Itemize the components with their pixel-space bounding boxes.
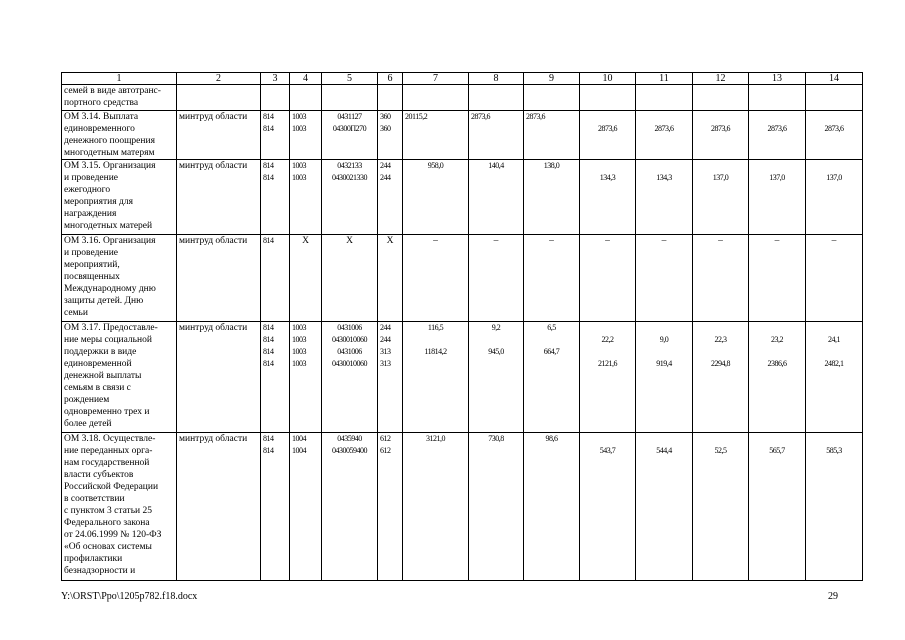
value-cell: 98,6 — [524, 433, 580, 581]
value-cell: – — [636, 235, 693, 322]
table-row — [62, 433, 863, 581]
measure-name: ОМ 3.16. Организация и проведение мероприятий, посвященных Международному дню защиты детей. Дню семьи — [62, 235, 177, 322]
value-cell: – — [806, 235, 863, 322]
measure-name: семей в виде автотранс- портного средства — [62, 85, 177, 111]
value-total: 20115,2 — [403, 111, 469, 160]
target-code: 0432133 0430021330 — [322, 160, 378, 235]
value-cell: 730,8 — [469, 433, 524, 581]
value-cell: 2873,6 — [580, 111, 636, 160]
value-cell: 2873,6 — [749, 111, 806, 160]
value-cell: 6,5 664,7 — [524, 322, 580, 433]
page-number: 29 — [828, 591, 838, 602]
value-cell: – — [524, 235, 580, 322]
value-cell: 134,3 — [636, 160, 693, 235]
executor: минтруд области — [177, 111, 261, 160]
budget-table — [61, 72, 863, 581]
table-row — [62, 235, 863, 322]
measure-name: ОМ 3.15. Организация и проведение ежегодного мероприятия для награждения многодетных матерей — [62, 160, 177, 235]
header-cell: 4 — [290, 73, 322, 85]
value-cell: 2873,6 — [524, 111, 580, 160]
section-code: X — [290, 235, 322, 322]
value-cell: 137,0 — [749, 160, 806, 235]
value-cell: 2873,6 — [693, 111, 749, 160]
grbs-code: 814 814 814 814 — [261, 322, 290, 433]
value-cell: 24,1 2482,1 — [806, 322, 863, 433]
table-row — [62, 85, 863, 111]
header-cell: 13 — [749, 73, 806, 85]
value-cell: 22,3 2294,8 — [693, 322, 749, 433]
header-cell: 2 — [177, 73, 261, 85]
measure-name: ОМ 3.14. Выплата единовременного денежного поощрения многодетным матерям — [62, 111, 177, 160]
value-cell: 134,3 — [580, 160, 636, 235]
value-cell: 137,0 — [693, 160, 749, 235]
section-code: 1003 1003 — [290, 111, 322, 160]
value-cell: 544,4 — [636, 433, 693, 581]
expense-type-code: 612 612 — [378, 433, 403, 581]
value-cell: 22,2 2121,6 — [580, 322, 636, 433]
value-cell: 585,3 — [806, 433, 863, 581]
value-cell: 2873,6 — [636, 111, 693, 160]
table-row — [62, 322, 863, 433]
header-cell: 3 — [261, 73, 290, 85]
grbs-code: 814 814 — [261, 433, 290, 581]
section-code: 1004 1004 — [290, 433, 322, 581]
executor: минтруд области — [177, 433, 261, 581]
header-row — [62, 73, 863, 85]
value-cell: 2873,6 — [469, 111, 524, 160]
expense-type-code: 360 360 — [378, 111, 403, 160]
value-total: 3121,0 — [403, 433, 469, 581]
expense-type-code: X — [378, 235, 403, 322]
target-code: 0431127 04300П270 — [322, 111, 378, 160]
file-path: Y:\ORST\Ppo\1205p782.f18.docx — [61, 591, 198, 602]
executor: минтруд области — [177, 322, 261, 433]
measure-name: ОМ 3.17. Предоставле- ние меры социальной поддержки в виде единовременной денежной выплаты семьям в связи с рождением одновременно трех и более детей — [62, 322, 177, 433]
value-cell: 9,2 945,0 — [469, 322, 524, 433]
header-cell: 11 — [636, 73, 693, 85]
value-cell: – — [749, 235, 806, 322]
value-cell: 23,2 2386,6 — [749, 322, 806, 433]
header-cell: 8 — [469, 73, 524, 85]
value-total: 958,0 — [403, 160, 469, 235]
value-cell: 137,0 — [806, 160, 863, 235]
value-cell: 138,0 — [524, 160, 580, 235]
expense-type-code: 244 244 — [378, 160, 403, 235]
header-cell: 12 — [693, 73, 749, 85]
table-row — [62, 111, 863, 160]
target-code: 0435940 0430059400 — [322, 433, 378, 581]
value-cell: – — [580, 235, 636, 322]
header-cell: 14 — [806, 73, 863, 85]
value-total: – — [403, 235, 469, 322]
value-cell: – — [693, 235, 749, 322]
grbs-code: 814 814 — [261, 160, 290, 235]
target-code: 0431006 0430010060 0431006 0430010060 — [322, 322, 378, 433]
executor: минтруд области — [177, 235, 261, 322]
grbs-code: 814 — [261, 235, 290, 322]
header-cell: 5 — [322, 73, 378, 85]
value-cell: 543,7 — [580, 433, 636, 581]
section-code: 1003 1003 1003 1003 — [290, 322, 322, 433]
header-cell: 10 — [580, 73, 636, 85]
value-cell: – — [469, 235, 524, 322]
value-cell: 565,7 — [749, 433, 806, 581]
value-cell: 52,5 — [693, 433, 749, 581]
section-code: 1003 1003 — [290, 160, 322, 235]
measure-name: ОМ 3.18. Осуществле- ние переданных орга- нам государственной власти субъектов Российской Федерации в соответствии с пунктом 3 статьи 25 Федерального закона от 24.06.1999 № 120-ФЗ «Об основах системы профилактики безнадзорности и — [62, 433, 177, 581]
expense-type-code: 244 244 313 313 — [378, 322, 403, 433]
header-cell: 6 — [378, 73, 403, 85]
header-cell: 9 — [524, 73, 580, 85]
value-cell: 2873,6 — [806, 111, 863, 160]
target-code: X — [322, 235, 378, 322]
table-row — [62, 160, 863, 235]
executor: минтруд области — [177, 160, 261, 235]
header-cell: 7 — [403, 73, 469, 85]
value-cell: 9,0 919,4 — [636, 322, 693, 433]
value-cell: 140,4 — [469, 160, 524, 235]
header-cell: 1 — [62, 73, 177, 85]
value-total: 116,5 11814,2 — [403, 322, 469, 433]
grbs-code: 814 814 — [261, 111, 290, 160]
